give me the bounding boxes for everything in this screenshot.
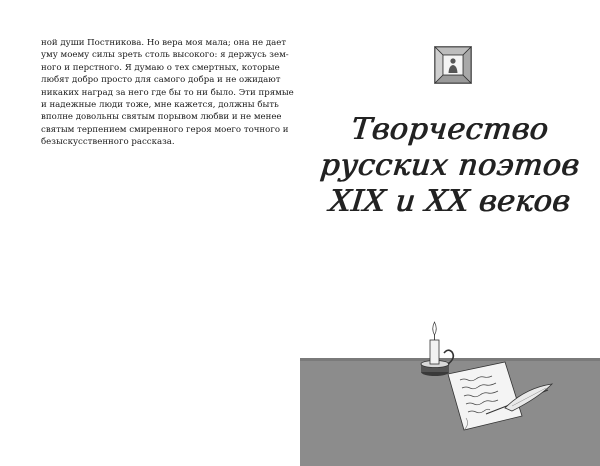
title-line: русских поэтов — [318, 148, 582, 183]
right-page — [300, 0, 600, 466]
title-line: Творчество — [349, 112, 551, 147]
text-line: вполне довольны святым порывом любви и не менее — [41, 112, 282, 123]
text-line: уму моему силы зреть столь высокого: я держусь зем- — [41, 50, 289, 61]
section-title — [300, 112, 600, 220]
text-line: ного и перстного. Я думаю о тех смертных, которые — [41, 62, 280, 73]
title-line: XIX и XX веков — [327, 184, 573, 219]
framed-portrait-icon — [434, 46, 472, 84]
text-line: и надежные люди тоже, мне кажется, должны быть — [41, 100, 279, 111]
body-text — [41, 37, 294, 149]
text-line: святым терпением смиренного героя моего точного и — [41, 124, 289, 135]
candle-and-manuscript-illustration — [300, 318, 600, 466]
text-line: любят добро просто для самого добра и не ожидают — [41, 75, 281, 86]
text-line: безыскусственного рассказа. — [41, 137, 175, 148]
text-line: ной души Постникова. Но вера моя мала; она не дает — [41, 38, 287, 48]
text-line: никаких наград за него где бы то ни было. Эти прямые — [41, 87, 294, 98]
